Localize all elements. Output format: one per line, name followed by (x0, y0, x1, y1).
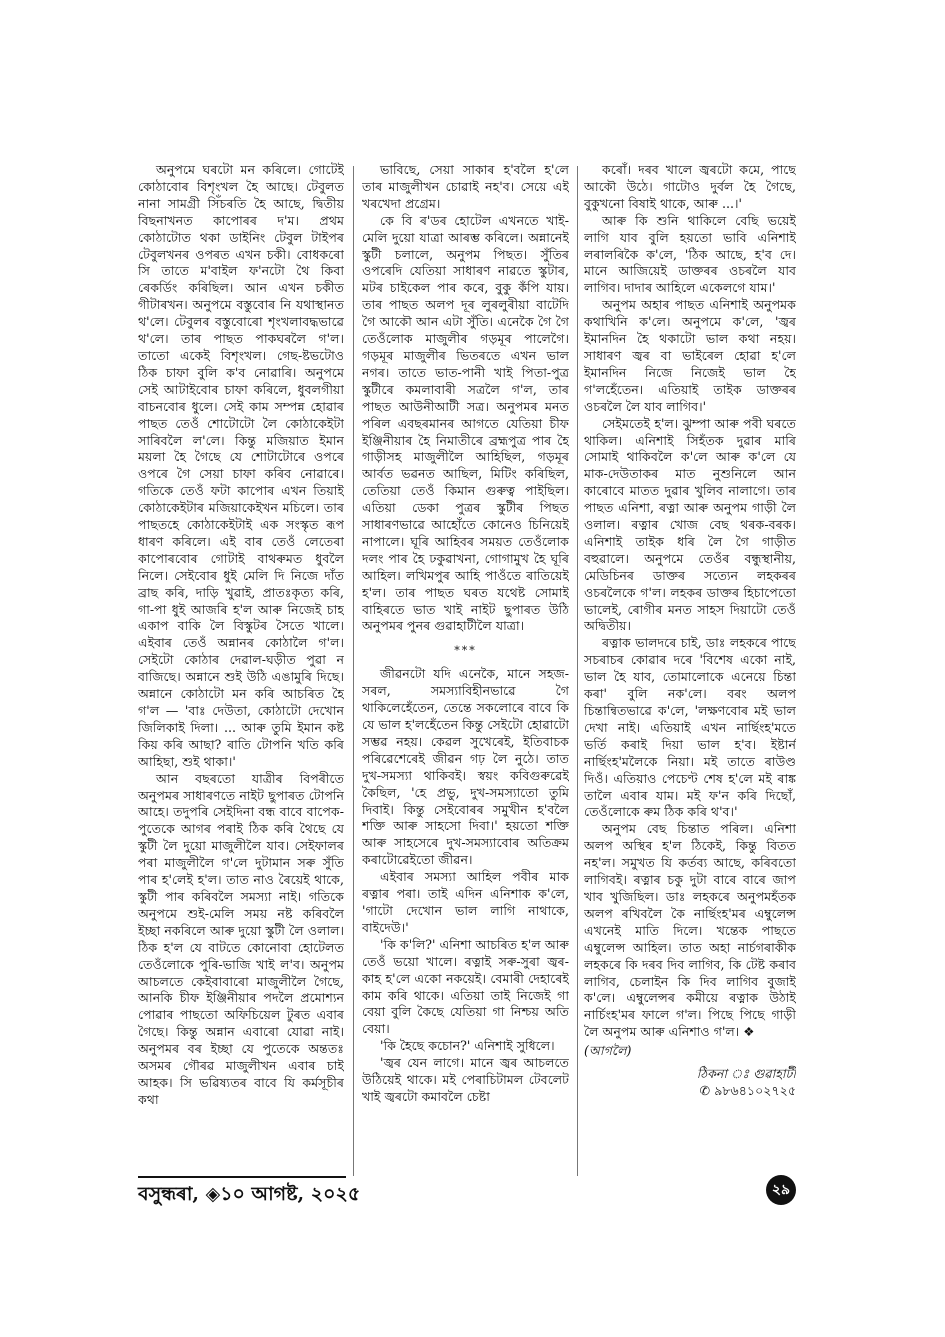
paragraph: অনুপমে ঘৰটো মন কৰিলে। গোটেই কোঠাবোৰ বিশৃংখল হৈ আছে। টেবুলত নানা সামগ্ৰী সিঁচৰতি হৈ আছে, দ্বিতীয় বিছনাখনত কাপোৰৰ দ'ম। প্ৰথম কোঠাটোত থকা ডাইনিং টেবুল টাইপৰ টেবুলখনৰ ওপৰত এখন চকী। বোধকৰো সি তাতে ম'বাইল ফ'নটো থৈ কিবা ৰেকৰ্ডিং কৰিছিল। আন এখন চকীত গীটাৰখন। অনুপমে বস্তুবোৰ নি যথাস্থানত থ'লে। টেবুলৰ বস্তুবোৰো শৃংখলাবদ্ধভাৱে থ'লে। তাৰ পাছত পাকঘৰলৈ গ'ল। তাতো একেই বিশৃংখল। গেছ-ষ্টভটোও ঠিক চাফা বুলি ক'ব নোৱাৰি। অনুপমে সেই আটাইবোৰ চাফা কৰিলে, ধুবলগীয়া বাচনবোৰ ধুলে। সেই কাম সম্পন্ন হোৱাৰ পাছত তেওঁ শোটোটো লৈ কোঠাকেইটা সাৰিবলৈ ল'লে। কিন্তু মজিয়াত ইমান ময়লা হৈ গৈছে যে শোটাটোৰে ওপৰে ওপৰে গৈ সেয়া চাফা কৰিব নোৱাৰে। গতিকে তেওঁ ফটা কাপোৰ এখন তিয়াই কোঠাকেইটাৰ মজিয়াকেইখন মচিলে। তাৰ পাছতহে কোঠাকেইটাই এক সংস্কৃত ৰূপ ধাৰণ কৰিলে। এই বাৰ তেওঁ লেতেৰা কাপোৰবোৰ গোটাই বাথৰুমত ধুবলৈ নিলে। সেইবোৰ ধুই মেলি দি নিজে দাঁত ব্ৰাছ কৰি, দাড়ি খুৱাই, প্ৰাতঃকৃত্য কৰি, গা-পা ধুই আজৰি হ'ল আৰু নিজেই চাহ একাপ বাকি লৈ বিস্কুটৰ সৈতে খালে। এইবাৰ তেওঁ অন্নানৰ কোঠালৈ গ'ল। সেইটো কোঠাৰ দেৱাল-ঘড়ীত পুৱা ন বাজিছে। অন্নানে শুই উঠি এঙামুৰি দিছে। অন্নানে কোঠাটো মন কৰি আচৰিত হৈ গ'ল — 'বাঃ দেউতা, কোঠাটো দেখোন জিলিকাই দিলা। ... আৰু তুমি ইমান কষ্ট কিয় কৰি আছা? ৰাতি টোপনি খতি কৰি আহিছা, শুই থাকা।' (138, 162, 344, 769)
text-column-3 (584, 162, 796, 1192)
paragraph: ৰত্নাক ভালদৰে চাই, ডাঃ লহকৰে পাছে সচৰাচৰ কোৱাৰ দৰে 'বিশেষ একো নাই, ভাল হৈ যাব, তোমালোকে এনেয়ে চিন্তা কৰা' বুলি নক'লে। বৰং অলপ চিন্তান্বিতভাৱে ক'লে, 'লক্ষণবোৰ মই ভাল দেখা নাই। এতিয়াই এখন নাৰ্ছিংহ'মতে ভৰ্তি কৰাই দিয়া ভাল হ'ব। ইষ্টাৰ্ন নাৰ্ছিংহ'মলৈকে নিয়া। মই তাতে ৰাউণ্ড দিওঁ। এতিয়াও পেচেণ্ট শেষ হ'লে মই ৰাঙ্ক তালৈ এবাৰ যাম। মই ফ'ন কৰি দিছোঁ, তেওঁলোকে ৰুম ঠিক কৰি থ'ব।' (584, 635, 796, 820)
footer-rule (138, 1176, 346, 1178)
paragraph: 'কি ক'লি?' এনিশা আচৰিত হ'ল আৰু তেওঁ ভয়ো খালে। ৰত্নাই সৰু-সুৰা জ্বৰ-কাহ হ'লে একো নকয়েই। বেমাৰী দেহাৰেই কাম কৰি থাকে। এতিয়া তাই নিজেই গা বেয়া বুলি কৈছে যেতিয়া গা নিশ্চয় অতি বেয়া। (362, 936, 569, 1037)
paragraph: কে বি ৰ'ডৰ হোটেল এখনতে খাই-মেলি দুয়ো যাত্ৰা আৰম্ভ কৰিলে। অন্নানেই স্কুটী চলালে, অনুপম পিছত। সুঁতিৰ ওপৰেদি যেতিয়া সাধাৰণ নাৱতে স্কুটাৰ, মটৰ চাইকেল পাৰ কৰে, বুকু কঁপি যায়। তাৰ পাছত অলপ দূৰ লুৰলুৰীয়া বাটেদি গৈ আকৌ আন এটা সুঁতি। এনেকৈ গৈ গৈ তেওঁলোক মাজুলীৰ গড়মূৰ পালেগৈ। গড়মূৰ মাজুলীৰ ভিতৰতে এখন ভাল নগৰ। তাতে ভাত-পানী খাই পিতা-পুত্ৰ স্কুটীৰে কমলাবাৰী সত্ৰলৈ গ'ল, তাৰ পাছত আউনীআটী সত্ৰ। অনুপমৰ মনত পৰিল এবছৰমানৰ আগতে যেতিয়া চীফ ইঞ্জিনীয়াৰ হৈ নিমাতীৰে ব্ৰহ্মপুত্ৰ পাৰ হৈ গাড়ীসহ মাজুলীলৈ আহিছিল, গড়মূৰ আৰ্বত ভৱনত আছিল, মিটিং কৰিছিল, তেতিয়া তেওঁ কিমান গুৰুত্ব পাইছিল। এতিয়া ডেকা পুত্ৰৰ স্কুটীৰ পিছত সাধাৰণভাৱে আহোঁতে কোনেও চিনিয়েই নাপালে। ঘূৰি আহিবৰ সময়ত তেওঁলোক দলং পাৰ হৈ ঢকুৱাখনা, গোগামুখ হৈ ঘূৰি আহিল। লখিমপুৰ আহি পাওঁতে ৰাতিয়েই হ'ল। তাৰ পাছত ঘৰত যথেষ্ট সোমাই বাহিৰতে ভাত খাই নাইট ছুপাৰত উঠি অনুপমৰ পুনৰ গুৱাহাটীলৈ যাত্ৰা। (362, 212, 569, 634)
paragraph: সেইমতেই হ'ল। ঝুম্পা আৰু পবী ঘৰতে থাকিল। এনিশাই সিহঁতক দুৱাৰ মাৰি সোমাই থাকিবলৈ ক'লে আৰু ক'লে যে মাক-দেউতাকৰ মাত নুশুনিলে আন কাৰোবে মাতত দুৱাৰ খুলিব নালাগে। তাৰ পাছত এনিশা, ৰত্না আৰু অনুপম গাড়ী লৈ ওলাল। ৰত্নাৰ খোজ বেছ থৰক-বৰক। এনিশাই তাইক ধৰি লৈ গৈ গাড়ীত বহুৱালে। অনুপমে তেওঁৰ বন্ধুস্থানীয়, মেডিচিনৰ ডাক্তৰ সত্যেন লহকৰৰ ওচৰলৈকে গ'ল। লহকৰ ডাক্তৰ হিচাপেতো ভালেই, ৰোগীৰ মনত সাহস দিয়াটো তেওঁ অদ্বিতীয়। (584, 415, 796, 634)
text-column-1 (138, 162, 344, 1176)
paragraph: ভাবিছে, সেয়া সাকাৰ হ'বলৈ হ'লে তাৰ মাজুলীখন চোৱাই নহ'ব। সেয়ে এই খৰখেদা প্ৰগ্ৰেম। (362, 162, 569, 211)
paragraph: অনুপম বেছ চিন্তাত পৰিল। এনিশা অলপ অস্থিৰ হ'ল ঠিকেই, কিন্তু বিতত নহ'ল। সমুখত যি কৰ্তব্য আছে, কৰিবতো লাগিবই। ৰত্নাৰ চকু দুটা বাৰে বাৰে জাপ খাব খুজিছিল। ডাঃ লহকৰে অনুপমহঁতক অলপ ৰখিবলৈ কৈ নাৰ্ছিংহ'মৰ এম্বুলেন্স এখনেই মাতি দিলে। খন্তেক পাছতে এম্বুলেন্স আহিল। তাত অহা নাৰ্চগৰাকীক লহকৰে কি দৰব দিব লাগিব, কি টেষ্ট কৰাব লাগিব, চেলাইন কি দিব লাগিব বুজাই ক'লে। এম্বুলেন্সৰ কমীয়ে ৰত্নাক উঠাই নাৰ্চিংহ'মৰ ফালে গ'ল। পিছে পিছে গাড়ী লৈ অনুপম আৰু এনিশাও গ'ল। ❖ (584, 821, 796, 1040)
author-address: ঠিকনা ঃ গুৱাহাটী (696, 1066, 796, 1082)
author-phone: ✆ ৯৮৬৪১০২৭২৫ (699, 1082, 796, 1098)
page-number: ২৯ (766, 1175, 796, 1205)
continued-label: (আগলৈ) (584, 1043, 632, 1059)
column-divider (353, 166, 354, 1176)
paragraph: অনুপম অহাৰ পাছত এনিশাই অনুপমক কথাখিনি ক'লে। অনুপমে ক'লে, 'জ্বৰ ইমানদিন হৈ থকাটো ভাল কথা নহয়। সাধাৰণ জ্বৰ বা ভাইৰেল হোৱা হ'লে ইমানদিন নিজে নিজেই ভাল হৈ গ'লহেঁতেন। এতিয়াই তাইক ডাক্তৰৰ ওচৰলৈ লৈ যাব লাগিব।' (584, 297, 796, 414)
paragraph: কৰোঁ। দৰব খালে জ্বৰটো কমে, পাছে আকৌ উঠে। গাটোও দুৰ্বল হৈ গৈছে, বুকুখনো বিষাই থাকে, আৰু ...।' (584, 162, 796, 211)
column-divider (577, 166, 578, 1176)
paragraph: জীৱনটো যদি এনেকৈ, মানে সহজ-সৰল, সমস্যাবিহীনভাৱে গৈ থাকিলেহেঁতেন, তেন্তে সকলোৰে বাবে কি যে ভাল হ'লহেঁতেন কিন্তু সেইটো হোৱাটো সম্ভৱ নহয়। কেৱল সুখেৰেই, ইতিবাচক পৰিৱেশেৰেই জীৱন গঢ় লৈ নুঠে। তাত দুখ-সমস্যা থাকিবই। স্বয়ং কবিগুৰুৱেই কৈছিল, 'হে প্ৰভু, দুখ-সমস্যাতো তুমি দিবাই। কিন্তু সেইবোৰৰ সমুখীন হ'বলৈ শক্তি আৰু সাহসো দিবা।' হয়তো শক্তি আৰু সাহসেৰে দুখ-সমস্যাবোৰ অতিক্ৰম কৰাটোৱেইতো জীৱন। (362, 666, 569, 868)
paragraph: 'কি হৈছে কচোন?' এনিশাই সুধিলে। (380, 1038, 555, 1054)
paragraph: আন বছৰতো যাত্ৰীৰ বিপৰীতে অনুপমৰ সাধাৰণতে নাইট ছুপাৰত টোপনি আহে। তদুপৰি সেইদিনা বন্ধ বাবে বাপেক-পুতেকে আগৰ পৰাই ঠিক কৰি থৈছে যে স্কুটী লৈ দুয়ো মাজুলীলৈ যাব। সেইফালৰ পৰা মাজুলীলৈ গ'লে দুটামান সৰু সুঁতি পাৰ হ'লেই হ'ল। তাত নাও ৰৈয়েই থাকে, স্কুটী পাৰ কৰিবলৈ সমস্যা নাই। গতিকে অনুপমে শুই-মেলি সময় নষ্ট কৰিবলৈ ইচ্ছা নকৰিলে আৰু দুয়ো স্কুটী লৈ ওলাল। ঠিক হ'ল যে বাটতে কোনোবা হোটেলত তেওঁলোকে পুৰি-ভাজি খাই ল'ব। অনুপম আচলতে কেইবাবাৰো মাজুলীলৈ গৈছে, আনকি চীফ ইঞ্জিনীয়াৰ পদলৈ প্ৰমোশ্যন পোৱাৰ পাছতো অফিচিয়েল টুৰত এবাৰ গৈছে। কিন্তু অন্নান এবাৰো যোৱা নাই। অনুপমৰ বৰ ইচ্ছা যে পুতেকে অন্ততঃ অসমৰ গৌৰৱ মাজুলীখন এবাৰ চাই আহক। সি ভৱিষ্যতৰ বাবে যি কৰ্মসূচীৰ কথা (138, 770, 344, 1107)
section-separator: *** (454, 644, 477, 658)
paragraph: 'জ্বৰ যেন লাগে। মানে জ্বৰ আচলতে উঠিয়েই থাকে। মই পেৰাচিটামল টেবলেট খাই জ্বৰটো কমাবলৈ চেষ্টা (362, 1055, 569, 1104)
magazine-footer: বসুন্ধৰা, ◈১০ আগষ্ট, ২০২৫ (138, 1183, 361, 1205)
text-column-2 (362, 162, 569, 1178)
paragraph: আৰু কি শুনি থাকিলে বেছি ভয়েই লাগি যাব বুলি হয়তো ভাবি এনিশাই লৰালৰিকৈ ক'লে, 'ঠিক আছে, হ'ব দে। মানে আজিয়েই ডাক্তৰৰ ওচৰলৈ যাব লাগিব। দাদাৰ আহিলে একেলগে যাম।' (584, 212, 796, 296)
paragraph: এইবাৰ সমস্যা আহিল পবীৰ মাক ৰত্নাৰ পৰা। তাই এদিন এনিশাক ক'লে, 'গাটো দেখোন ভাল লাগি নাথাকে, বাইদেউ।' (362, 869, 569, 935)
